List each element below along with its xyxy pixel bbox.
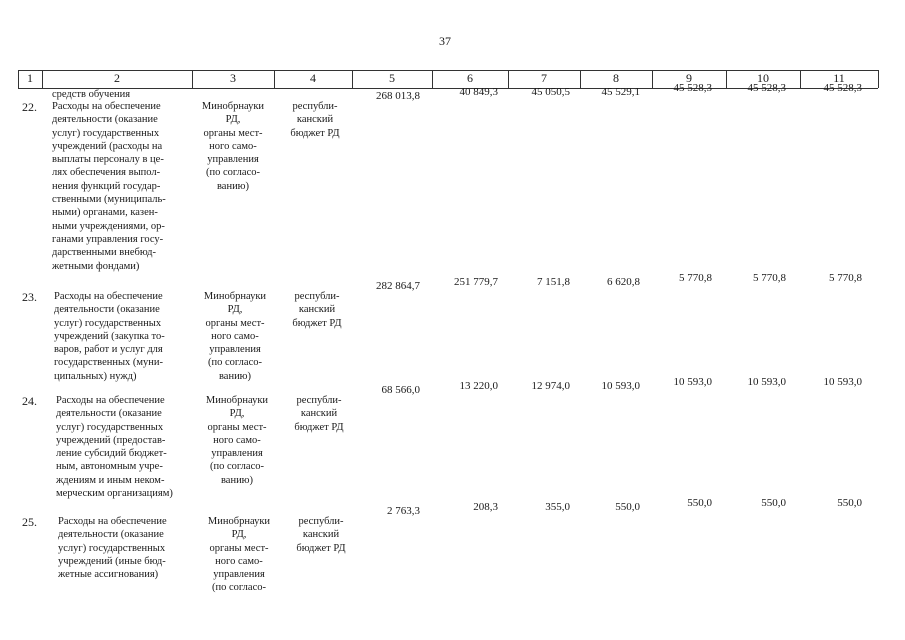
row-value: 550,0	[615, 501, 640, 513]
row-value: 7 151,8	[537, 276, 570, 288]
row-value: 45 050,5	[531, 86, 570, 98]
header-column-number: 3	[230, 71, 236, 85]
header-column-number: 2	[114, 71, 120, 85]
continuation-text: средств обучения	[52, 89, 131, 100]
row-value: 208,3	[473, 501, 498, 513]
row-agency: Минобрнауки РД, органы мест- ного само- управления (по согласо- ванию)	[201, 101, 265, 192]
row-value: 5 770,8	[829, 272, 862, 284]
row-value: 10 593,0	[673, 376, 712, 388]
page-number: 37	[439, 34, 451, 48]
row-agency: Минобрнауки РД, органы мест- ного само- управления (по согласо- ванию)	[203, 291, 267, 382]
column-divider	[878, 70, 879, 88]
row-value: 12 974,0	[531, 380, 570, 392]
row-budget: республи- канский бюджет РД	[296, 516, 346, 554]
row-value: 268 013,8	[376, 90, 420, 102]
row-number: 23.	[22, 290, 37, 304]
row-value: 282 864,7	[376, 280, 420, 292]
row-value: 550,0	[761, 497, 786, 509]
row-value: 45 528,3	[747, 82, 786, 94]
row-number: 24.	[22, 394, 37, 408]
row-agency: Минобрнауки РД, органы мест- ного само- управления (по согласо-	[207, 516, 271, 594]
header-column-number: 11	[833, 71, 845, 85]
row-budget: республи- канский бюджет РД	[294, 395, 344, 433]
header-column-number: 7	[541, 71, 547, 85]
row-value: 45 528,3	[673, 82, 712, 94]
header-column-number: 6	[467, 71, 473, 85]
header-column-number: 9	[686, 71, 692, 85]
row-value: 550,0	[837, 497, 862, 509]
row-value: 6 620,8	[607, 276, 640, 288]
header-column-number: 8	[613, 71, 619, 85]
row-value: 2 763,3	[387, 505, 420, 517]
header-column-number: 10	[757, 71, 769, 85]
row-value: 10 593,0	[823, 376, 862, 388]
row-budget: республи- канский бюджет РД	[292, 291, 342, 329]
header-column-number: 5	[389, 71, 395, 85]
row-value: 10 593,0	[601, 380, 640, 392]
row-description: Расходы на обеспечение деятельности (оказание услуг) государственных учреждений (расходы на выплаты персоналу в це- лях обеспечения выпол- нения функций государ- ственными (муниципаль- ными) органами, казен- ными учреждениями, ор- ганами управления госу- дарственными внебюд- жетными фондами)	[52, 101, 166, 272]
row-agency: Минобрнауки РД, органы мест- ного само- управления (по согласо- ванию)	[205, 395, 269, 486]
row-value: 40 849,3	[459, 86, 498, 98]
row-value: 45 529,1	[601, 86, 640, 98]
row-description: Расходы на обеспечение деятельности (оказание услуг) государственных учреждений (предостав- ление субсидий бюджет- ным, автономным учре- ждениям и иным неком- мерческим организациям)	[56, 395, 173, 500]
header-column-number: 4	[310, 71, 316, 85]
row-value: 68 566,0	[381, 384, 420, 396]
row-value: 10 593,0	[747, 376, 786, 388]
row-number: 22.	[22, 100, 37, 114]
row-value: 5 770,8	[679, 272, 712, 284]
row-value: 5 770,8	[753, 272, 786, 284]
row-value: 13 220,0	[459, 380, 498, 392]
row-value: 355,0	[545, 501, 570, 513]
row-description: Расходы на обеспечение деятельности (оказание услуг) государственных учреждений (иные бюд- жетные ассигнования)	[58, 516, 167, 581]
row-budget: республи- канский бюджет РД	[290, 101, 340, 139]
row-number: 25.	[22, 515, 37, 529]
row-value: 550,0	[687, 497, 712, 509]
row-description: Расходы на обеспечение деятельности (оказание услуг) государственных учреждений (закупка то- варов, работ и услуг для государственных (муни- ципальных) нужд)	[54, 291, 165, 382]
header-column-number: 1	[27, 71, 33, 85]
row-value: 45 528,3	[823, 82, 862, 94]
row-value: 251 779,7	[454, 276, 498, 288]
